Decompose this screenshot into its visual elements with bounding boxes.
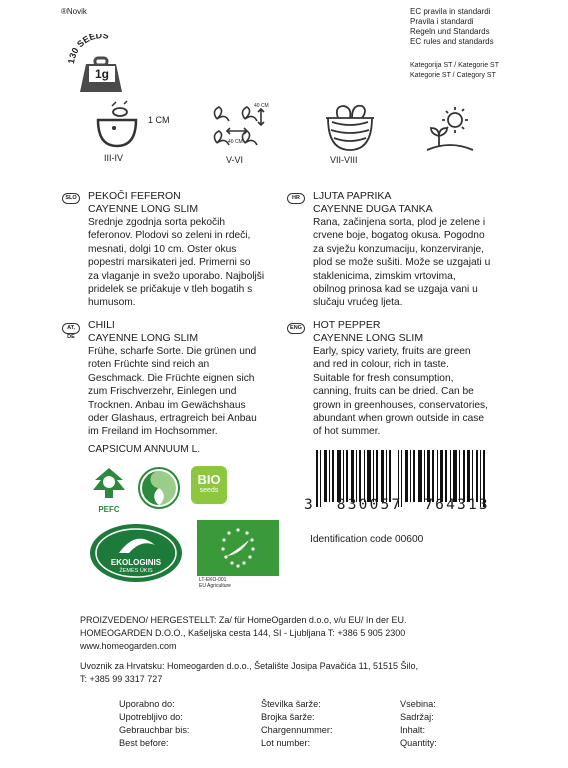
quantity-label: Quantity: [400,738,437,748]
producer-website: www.homeogarden.com [80,641,177,652]
lot-number-column [261,698,333,750]
sowing-months-label: III-IV [104,153,124,163]
section-title: PEKOČI FEFERON [88,190,181,202]
importer-block [80,660,418,686]
seed-weight-icon [66,34,136,94]
standards-line: EC pravila in standardi [410,7,491,16]
section-text-line: roten Früchte sind reich an [88,359,210,371]
section-title: CHILI [88,319,115,331]
quantity-label: Sadržaj: [400,712,434,722]
section-text-line: Geschmack. Die Früchte eignen sich [88,372,255,384]
section-subtitle: CAYENNE LONG SLIM [313,332,424,344]
harvest-months-label: VII-VIII [330,155,358,165]
section-text-line: Rana, začinjena sorta, plod je zelene i [313,217,486,228]
section-subtitle: CAYENNE DUGA TANKA [313,203,433,215]
ekologinis-logo [89,523,183,583]
importer-line: Uvoznik za Hrvatsku: Homeogarden d.o.o., Šetalište Josipa Pavačića 11, 51515 Šilo, [80,661,419,671]
section-text-line: obilnog prinosa kad se uzgaja vani u [313,284,478,296]
section-text-line: and red in colour, rich in taste. [313,359,449,371]
spacing-plant-label: 40 CM [228,139,243,145]
section-text-line: Suitable for fresh consumption, [313,372,454,384]
spacing-row-label: 40 CM [254,103,269,109]
category-line: Kategorija ST / Kategorie ST [410,62,499,69]
section-text-line: mesnati, dolgi 10 cm. Oster okus [88,243,237,255]
barcode-number: 3 830057 764313 [304,497,490,513]
section-text-line: za vlaganje in svežo uporabo. Najboljši [88,270,265,282]
ekologinis-sub-label: ŽEMĖS ŪKIS [119,568,153,574]
section-text-line: pridelek se pričakuje v tleh bogatih s [88,284,253,296]
ekologinis-label: EKOLOGINIS [110,558,162,567]
svg-text:130 SEEDS [66,34,109,64]
best-before-label: Uporabno do: [119,699,175,709]
latin-name: CAPSICUM ANNUUM L. [88,444,201,455]
lot-number-label: Brojka šarže: [261,712,315,722]
section-hr [313,190,490,310]
section-text-line: plod se može sušiti. Može se uzgajati u [313,257,491,269]
section-text-line: popestri marsikateri jed. Primerni so [88,257,251,269]
lot-number-label: Chargennummer: [261,725,333,735]
brand-label: ®Novik [61,7,87,16]
sowing-depth-label: 1 CM [148,115,170,125]
seeds-count-label: 130 SEEDS [66,34,110,65]
section-text-line: Trocknen. Anbau im Gewächshaus [88,399,246,411]
section-text-line: grown in greenhouses, conservatories, [313,399,488,411]
category-line: Kategorie ST / Category ST [410,72,496,79]
eu-agri-label: EU Agriculture [199,583,231,589]
bio-label: BIO [197,472,221,487]
bio-seeds-logo [191,466,227,504]
section-text-line: feferonov. Plodovi so zeleni in rdeči, [88,230,251,242]
section-text-line: oder Glashaus, ertragreich bei Anbau [88,413,257,425]
section-text-line: im Freiland im Hochsommer. [88,426,218,438]
quantity-label: Vsebina: [400,699,436,709]
lot-number-label: Številka šarže: [261,699,321,709]
producer-line: PROIZVEDENO/ HERGESTELLT: Za/ für HomeOgarden d.o.o, v/u EU/ In der EU. [80,615,407,625]
sun-sprout-icon [425,104,475,154]
section-text-line: Early, spicy variety, fruits are green [313,346,471,357]
section-title: HOT PEPPER [313,319,381,331]
best-before-label: Upotrebljivo do: [119,712,183,722]
green-dot-logo [138,467,180,509]
language-badge-slo: SLO [62,193,80,204]
standards-line: Regeln und Standards [410,27,490,36]
section-text-line: Srednje zgodnja sorta pekočih [88,217,226,228]
weight-value: 1g [89,66,115,82]
section-text-line: staklenicima, zimskim vrtovima, [313,270,456,282]
section-text-line: Frühe, scharfe Sorte. Die grünen und [88,346,257,357]
section-subtitle: CAYENNE LONG SLIM [88,203,199,215]
bio-sub-label: seeds [199,487,219,494]
identification-code: Identification code 00600 [310,534,424,545]
section-text-line: crvene boje, bogatog okusa. Pogodno [313,230,485,242]
language-badge-de: AT, DE [62,323,80,334]
section-slo [88,190,264,310]
section-de [88,319,257,439]
eu-code-label: LT-EKO-001 [199,577,227,583]
category-block [410,61,499,81]
pefc-logo [89,466,129,512]
language-badge-hr: HR [287,193,305,204]
lot-number-label: Lot number: [261,738,311,748]
producer-block [80,614,406,654]
best-before-label: Best before: [119,738,169,748]
eu-organic-logo [197,520,279,576]
section-text-line: humusom. [88,297,136,309]
producer-line: HOMEOGARDEN D.O.O., Kašeljska cesta 144, SI - Ljubljana T: +386 5 905 2300 [80,628,406,639]
importer-line: T: +385 99 3317 727 [80,674,163,685]
standards-line: EC rules and standards [410,37,494,46]
section-subtitle: CAYENNE LONG SLIM [88,332,199,344]
section-text-line: zum Frischverzehr, Einlegen und [88,386,237,398]
quantity-column [400,698,437,750]
section-title: LJUTA PAPRIKA [313,190,392,202]
pepper-basket-icon [322,100,378,152]
best-before-label: Gebrauchbar bis: [119,725,190,735]
section-text-line: slučaju vrućeg ljeta. [313,297,403,309]
language-badge-en: ENG [287,323,305,334]
pefc-label: PEFC [98,505,120,514]
standards-block [410,7,494,47]
standards-line: Pravila i standardi [410,17,474,26]
section-text-line: za svježu konzumaciju, konzerviranje, [313,243,484,255]
sowing-depth-icon [94,100,140,148]
transplant-months-label: V-VI [226,155,244,165]
section-text-line: of hot summer. [313,426,381,438]
section-text-line: abundant when grown outside in case [313,413,485,425]
best-before-column [119,698,189,750]
section-en [313,319,488,439]
quantity-label: Inhalt: [400,725,426,735]
section-text-line: canning, fruits can be dried. Can be [313,386,474,398]
